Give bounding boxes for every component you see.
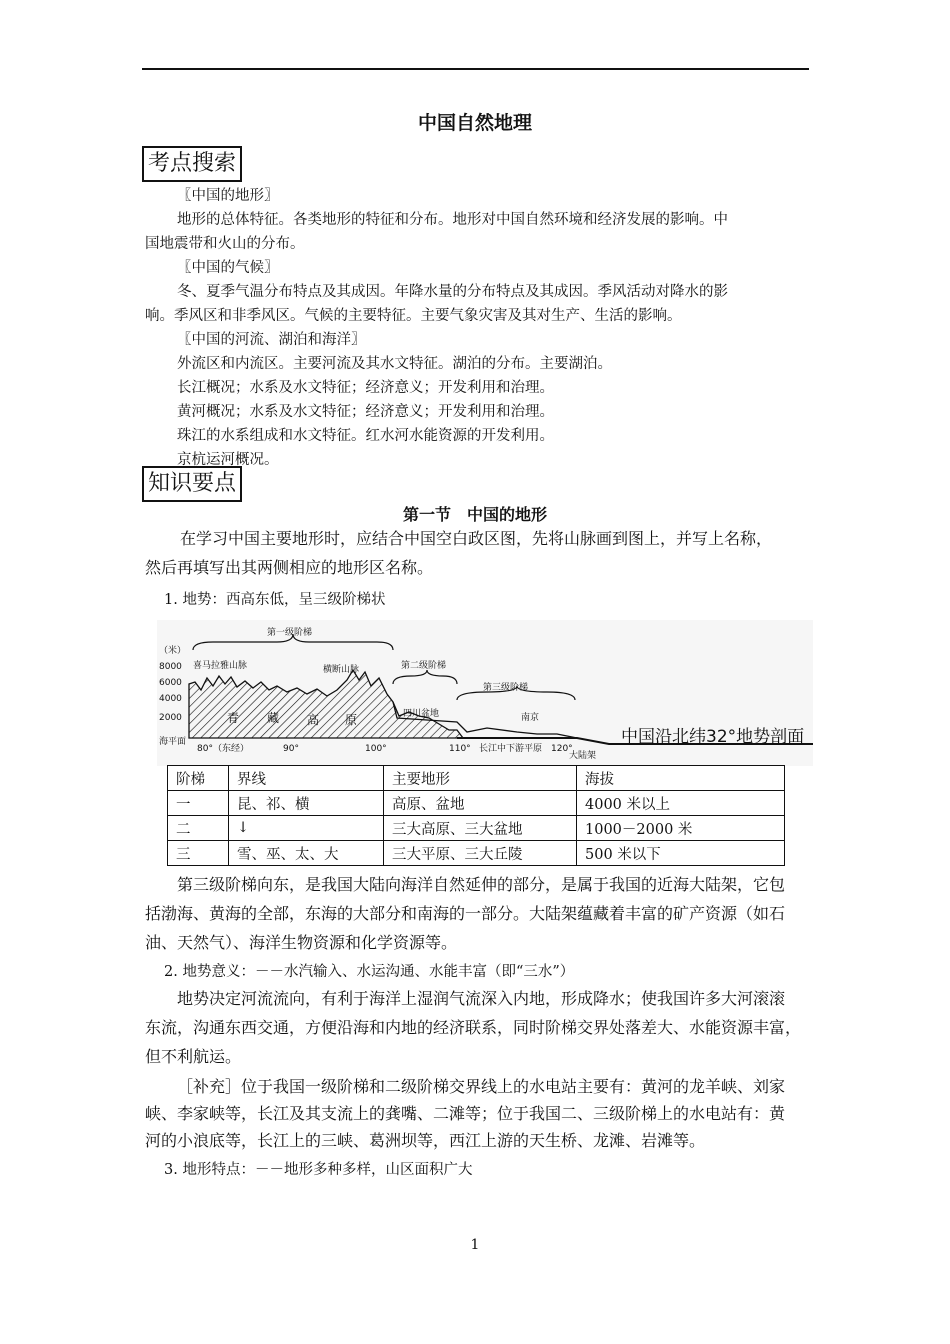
table-cell: 雪、巫、太、大 (229, 841, 384, 866)
kaodian-line: 黄河概况；水系及水文特征；经济意义；开发利用和治理。 (177, 404, 554, 420)
plain-label: 长江中下游平原 (479, 744, 543, 754)
kaodian-line: 〖中国的气候〗 (177, 260, 279, 276)
kaodian-heading: 考点搜索 (142, 146, 242, 182)
kaodian-line: 长江概况；水系及水文特征；经济意义；开发利用和治理。 (177, 380, 554, 396)
section-number: 第一节 (402, 505, 451, 524)
section-name: 中国的地形 (467, 505, 548, 524)
x-tick: 110° (449, 744, 471, 754)
table-row (168, 816, 785, 841)
zhishi-heading: 知识要点 (142, 466, 242, 502)
kaodian-line: 〖中国的河流、湖泊和海洋〗 (177, 332, 366, 348)
section-heading (0, 502, 950, 525)
y-tick: 4000 (159, 694, 182, 704)
supplement-line: ［补充］位于我国一级阶梯和二级阶梯交界线上的水电站主要有：黄河的龙羊峡、刘家 (177, 1077, 786, 1096)
y-tick: 8000 (159, 662, 182, 672)
kaodian-line: 外流区和内流区。主要河流及其水文特征。湖泊的分布。主要湖泊。 (177, 356, 612, 372)
x-tick: 120° (551, 744, 573, 754)
mountain-label: 喜马拉雅山脉 (193, 661, 248, 671)
page-number: 1 (470, 1237, 480, 1253)
table-cell: 1000－2000 米 (577, 816, 785, 841)
tier3-paragraph-line: 第三级阶梯向东，是我国大陆向海洋自然延伸的部分，是属于我国的近海大陆架，它包 (177, 875, 786, 894)
table-cell: 三大平原、三大丘陵 (384, 841, 577, 866)
tier1-label: 第一级阶梯 (267, 628, 313, 638)
table-cell: 500 米以下 (577, 841, 785, 866)
table-cell: ↓ (229, 816, 384, 841)
plateau-char: 高 (307, 713, 320, 727)
x-tick: 80°（东经） (197, 744, 249, 754)
plateau-char: 藏 (267, 711, 280, 725)
table-cell: 二 (168, 816, 229, 841)
unit-label: （米） (159, 646, 187, 656)
kaodian-line: 京杭运河概况。 (177, 452, 279, 468)
item-2: 2. 地势意义：－－水汽输入、水运沟通、水能丰富（即“三水”） (164, 964, 575, 980)
plateau-char: 青 (227, 711, 240, 725)
tier3-label: 第三级阶梯 (483, 683, 529, 693)
mountain-label: 横断山脉 (323, 665, 360, 675)
x-tick: 100° (365, 744, 387, 754)
terrain-profile-figure (157, 620, 813, 766)
header-rule (142, 68, 809, 70)
page-title: 中国自然地理 (417, 112, 532, 134)
meaning-paragraph-line: 但不利航运。 (145, 1047, 242, 1066)
table-cell: 高原、盆地 (384, 791, 577, 816)
table-header-cell: 界线 (229, 766, 384, 791)
kaodian-line: 地形的总体特征。各类地形的特征和分布。地形对中国自然环境和经济发展的影响。中 (177, 212, 728, 228)
intro-line: 在学习中国主要地形时，应结合中国空白政区图，先将山脉画到图上，并写上名称， (180, 529, 773, 548)
table-cell: 三大高原、三大盆地 (384, 816, 577, 841)
table-header-cell: 阶梯 (168, 766, 229, 791)
kaodian-line: 珠江的水系组成和水文特征。红水河水能资源的开发利用。 (177, 428, 554, 444)
shelf-label: 大陆架 (569, 751, 597, 761)
basin-label: 四川盆地 (403, 709, 440, 719)
intro-line: 然后再填写出其两侧相应的地形区名称。 (145, 558, 434, 577)
figure-caption: 中国沿北纬32°地势剖面 (621, 727, 805, 747)
y-tick: 6000 (159, 678, 182, 688)
meaning-paragraph-line: 东流，沟通东西交通，方便沿海和内地的经济联系，同时阶梯交界处落差大、水能资源丰富， (145, 1018, 802, 1037)
table-header-row (168, 766, 785, 791)
x-tick: 90° (283, 744, 299, 754)
kaodian-line: 〖中国的地形〗 (177, 188, 279, 204)
supplement-line: 河的小浪底等，长江上的三峡、葛洲坝等，西江上游的天生桥、龙滩、岩滩等。 (145, 1131, 706, 1150)
table-header-cell: 主要地形 (384, 766, 577, 791)
item-3: 3. 地形特点：－－地形多种多样，山区面积广大 (164, 1162, 473, 1178)
kaodian-line: 响。季风区和非季风区。气候的主要特征。主要气象灾害及其对生产、生活的影响。 (145, 308, 682, 324)
table-cell: 4000 米以上 (577, 791, 785, 816)
sea-level-label: 海平面 (159, 737, 187, 747)
table-row (168, 791, 785, 816)
supplement-line: 峡、李家峡等，长江及其支流上的龚嘴、二滩等；位于我国二、三级阶梯上的水电站有：黄 (145, 1104, 786, 1123)
plateau-char: 原 (345, 713, 358, 727)
table-cell: 三 (168, 841, 229, 866)
tier3-paragraph-line: 括渤海、黄海的全部，东海的大部分和南海的一部分。大陆架蕴藏着丰富的矿产资源（如石 (145, 904, 786, 923)
tier3-paragraph-line: 油、天然气）、海洋生物资源和化学资源等。 (145, 933, 458, 952)
tier2-label: 第二级阶梯 (401, 661, 447, 671)
kaodian-line: 国地震带和火山的分布。 (145, 236, 305, 252)
y-tick: 2000 (159, 713, 182, 723)
meaning-paragraph-line: 地势决定河流流向，有利于海洋上湿润气流深入内地，形成降水；使我国许多大河滚滚 (177, 989, 786, 1008)
item-1: 1. 地势：西高东低，呈三级阶梯状 (164, 592, 386, 608)
tier-table (167, 765, 785, 866)
table-cell: 一 (168, 791, 229, 816)
kaodian-line: 冬、夏季气温分布特点及其成因。年降水量的分布特点及其成因。季风活动对降水的影 (177, 284, 728, 300)
table-header-cell: 海拔 (577, 766, 785, 791)
table-cell: 昆、祁、横 (229, 791, 384, 816)
city-label: 南京 (521, 713, 540, 723)
table-row (168, 841, 785, 866)
